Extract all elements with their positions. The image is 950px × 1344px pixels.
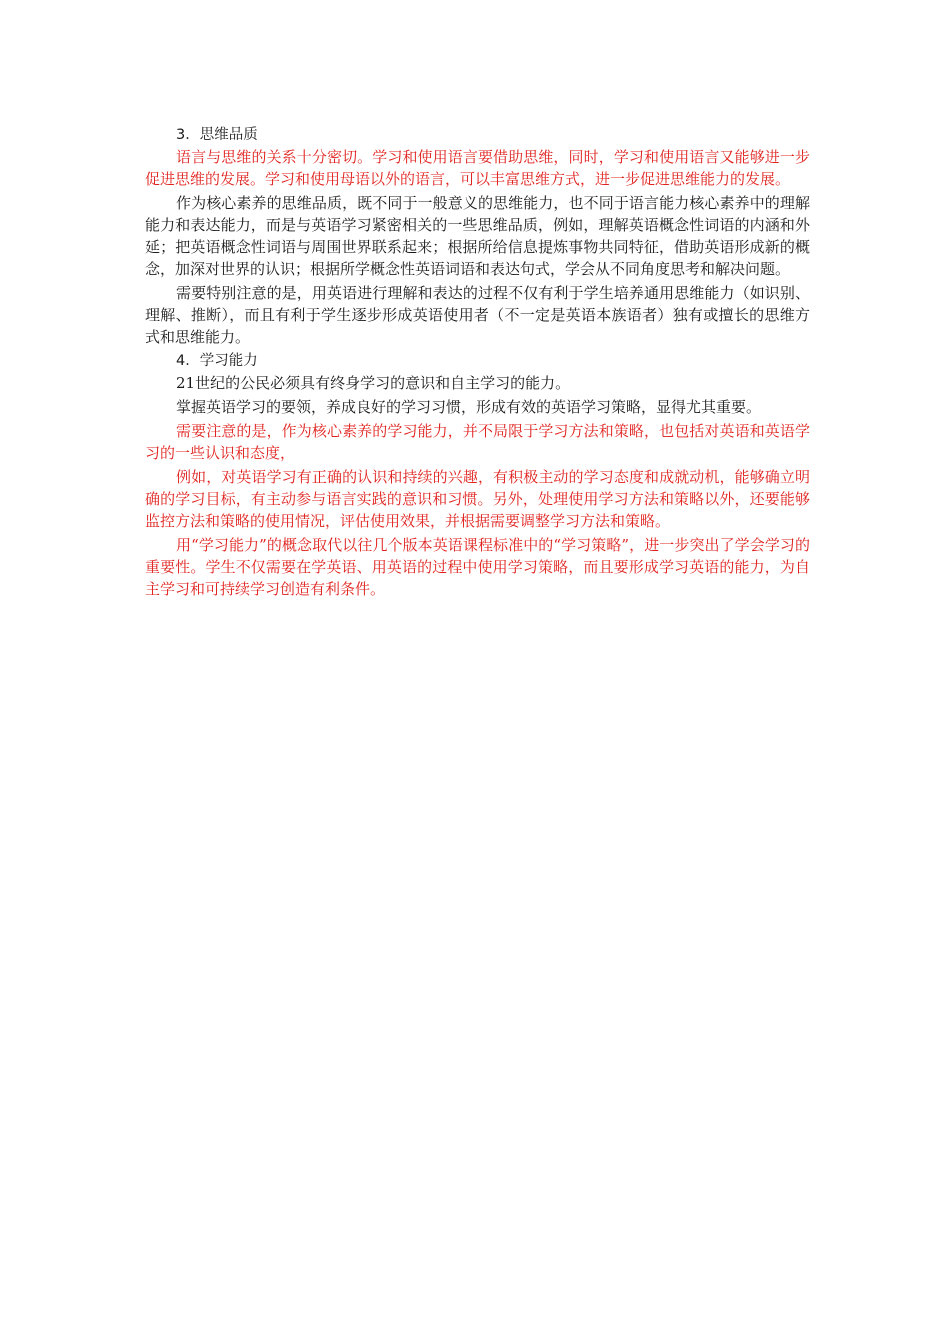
paragraph-learning-ability-concept: 用“学习能力”的概念取代以往几个版本英语课程标准中的“学习策略”，进一步突出了学会学习的重要性。学生不仅需要在学英语、用英语的过程中使用学习策略，而且要形成学习英语的能力，为自主学习和可持续学习创造有利条件。 xyxy=(145,536,810,598)
paragraph-learning-example: 例如，对英语学习有正确的认识和持续的兴趣，有积极主动的学习态度和成就动机，能够确立明确的学习目标，有主动参与语言实践的意识和习惯。另外，处理使用学习方法和策略以外，还要能够监控方法和策略的使用情况，评估使用效果，并根据需要调整学习方法和策略。 xyxy=(145,468,810,530)
paragraph-thinking-quality-definition: 作为核心素养的思维品质，既不同于一般意义的思维能力，也不同于语言能力核心素养中的理解能力和表达能力，而是与英语学习紧密相关的一些思维品质，例如，理解英语概念性词语的内涵和外延；把英语概念性词语与周围世界联系起来；根据所给信息提炼事物共同特征，借助英语形成新的概念，加深对世界的认识；根据所学概念性英语词语和表达句式，学会从不同角度思考和解决问题。 xyxy=(145,194,810,278)
section-heading-thinking-quality: 3．思维品质 xyxy=(176,127,258,143)
paragraph-lifelong-learning: 21世纪的公民必须具有终身学习的意识和自主学习的能力。 xyxy=(176,374,571,392)
section-heading-learning-ability: 4．学习能力 xyxy=(176,353,258,369)
paragraph-learning-ability-note: 需要注意的是，作为核心素养的学习能力，并不局限于学习方法和策略，也包括对英语和英语学习的一些认识和态度， xyxy=(145,422,810,462)
paragraph-learning-strategies: 掌握英语学习的要领，养成良好的学习习惯，形成有效的英语学习策略，显得尤其重要。 xyxy=(176,398,762,416)
document-page xyxy=(145,124,810,600)
paragraph-thinking-special-note: 需要特别注意的是，用英语进行理解和表达的过程不仅有利于学生培养通用思维能力（如识别、理解、推断），而且有利于学生逐步形成英语使用者（不一定是英语本族语者）独有或擅长的思维方式和思维能力。 xyxy=(145,284,810,346)
paragraph-language-thinking: 语言与思维的关系十分密切。学习和使用语言要借助思维，同时，学习和使用语言又能够进一步促进思维的发展。学习和使用母语以外的语言，可以丰富思维方式，进一步促进思维能力的发展。 xyxy=(145,148,810,188)
